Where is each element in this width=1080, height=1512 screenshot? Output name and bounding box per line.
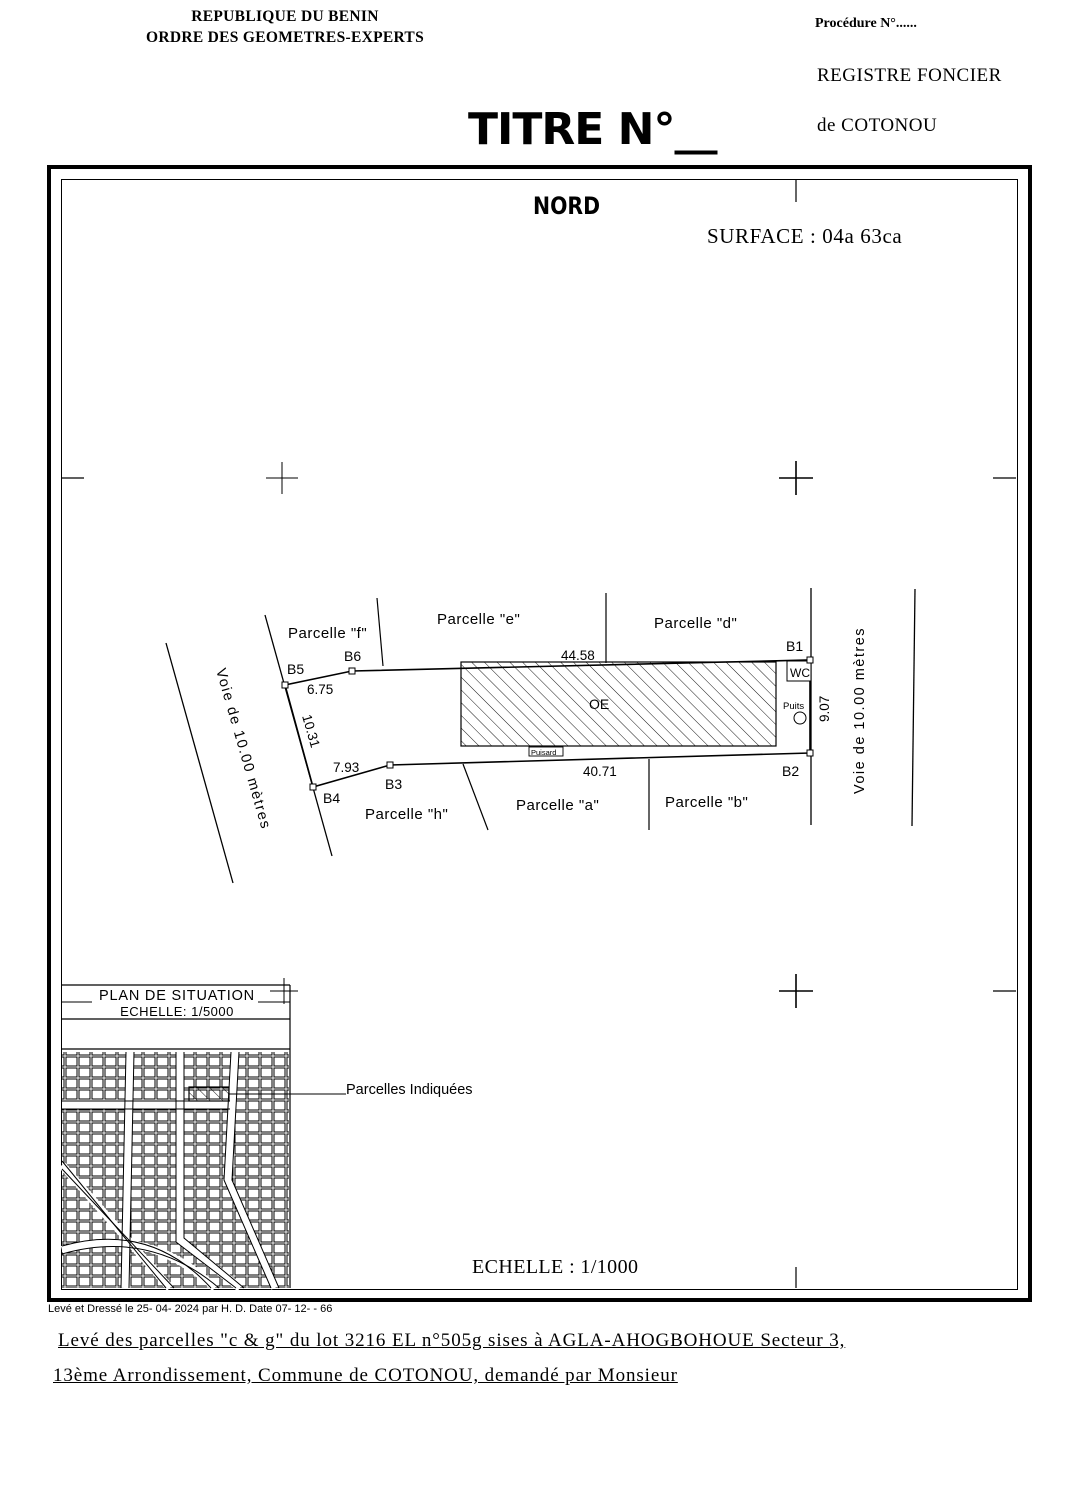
b3-label: B3: [385, 776, 403, 792]
procedure-number: Procédure N°......: [815, 16, 917, 31]
marker-b4: [310, 784, 316, 790]
building-hatched: [461, 662, 776, 746]
situation-plan: [61, 985, 473, 1288]
description-line-2: 13ème Arrondissement, Commune de COTONOU, demandé par Monsieur: [53, 1365, 678, 1386]
b6-label: B6: [344, 648, 362, 664]
well-label: Puits: [783, 701, 805, 712]
surface-area: SURFACE : 04a 63ca: [707, 224, 903, 248]
title-number: TITRE N°__: [468, 104, 717, 155]
indicated-parcels-label: Parcelles Indiquées: [346, 1082, 473, 1098]
plan-scale: ECHELLE : 1/1000: [472, 1256, 639, 1278]
parcel-a-label: Parcelle "a": [516, 797, 600, 814]
b1-label: B1: [786, 638, 804, 654]
dist-b3-b2: 40.71: [583, 764, 617, 779]
indicated-parcel: [189, 1087, 229, 1101]
dist-b1-b2: 9.07: [817, 695, 832, 722]
parcel-b-label: Parcelle "b": [665, 794, 749, 811]
well-circle: [794, 712, 806, 724]
road-west-label: Voie de 10.00 mètres: [212, 666, 274, 832]
city-label: de COTONOU: [817, 115, 938, 136]
parcel-e-label: Parcelle "e": [437, 611, 521, 628]
b2-label: B2: [782, 763, 800, 779]
republic-label: REPUBLIQUE DU BENIN: [191, 8, 379, 25]
parcel-h-label: Parcelle "h": [365, 806, 449, 823]
dist-b5-b4: 10.31: [299, 712, 323, 750]
dist-b6-b1: 44.58: [561, 648, 595, 663]
marker-b6: [349, 668, 355, 674]
marker-b1: [807, 657, 813, 663]
cesspit-label: Puisard: [531, 748, 557, 757]
description-line-1: Levé des parcelles "c & g" du lot 3216 EL n°505g sises à AGLA-AHOGBOHOUE Secteur 3,: [58, 1330, 846, 1351]
marker-b5: [282, 682, 288, 688]
road-east-label: Voie de 10.00 mètres: [852, 626, 868, 794]
marker-b2: [807, 750, 813, 756]
order-label: ORDRE DES GEOMETRES-EXPERTS: [146, 29, 424, 46]
parcel-d-label: Parcelle "d": [654, 615, 738, 632]
dist-b5-b6: 6.75: [307, 682, 334, 697]
marker-b3: [387, 762, 393, 768]
parcel-f-label: Parcelle "f": [288, 625, 368, 642]
survey-date-line: Levé et Dressé le 25- 04- 2024 par H. D. Date 07- 12- - 66: [48, 1303, 333, 1315]
wc-label: WC: [790, 666, 810, 680]
dist-b4-b3: 7.93: [333, 760, 360, 775]
registry-label: REGISTRE FONCIER: [817, 65, 1002, 86]
b4-label: B4: [323, 790, 341, 806]
building-label: OE: [589, 696, 610, 712]
north-label: NORD: [533, 192, 601, 220]
b5-label: B5: [287, 661, 305, 677]
situation-title: PLAN DE SITUATION: [99, 988, 255, 1004]
situation-scale: ECHELLE: 1/5000: [120, 1004, 234, 1019]
